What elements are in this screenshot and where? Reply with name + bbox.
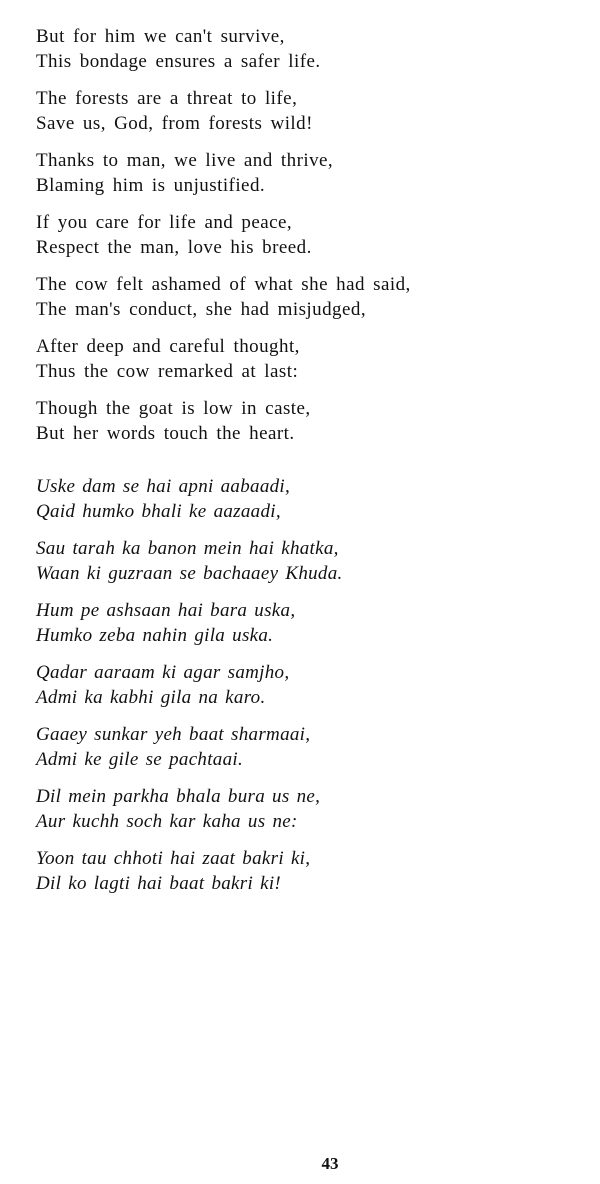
english-stanza-4 — [36, 210, 576, 260]
verse-line: Thus the cow remarked at last: — [36, 361, 299, 382]
verse-line: The man's conduct, she had misjudged, — [36, 299, 367, 320]
roman-stanza-4 — [36, 660, 576, 710]
verse-line: If you care for life and peace, — [36, 212, 293, 233]
english-stanza-5 — [36, 272, 576, 322]
verse-line: After deep and careful thought, — [36, 336, 300, 357]
roman-stanza-7 — [36, 846, 576, 896]
verse-line: Thanks to man, we live and thrive, — [36, 150, 334, 171]
verse-line: Qadar aaraam ki agar samjho, — [36, 662, 290, 683]
english-stanza-1 — [36, 24, 576, 74]
roman-stanza-3 — [36, 598, 576, 648]
roman-stanza-6 — [36, 784, 576, 834]
english-stanza-7 — [36, 396, 576, 446]
verse-line: But her words touch the heart. — [36, 423, 295, 444]
roman-stanza-2 — [36, 536, 576, 586]
verse-line: Respect the man, love his breed. — [36, 237, 312, 258]
page-number: 43 — [321, 1154, 339, 1173]
verse-line: Gaaey sunkar yeh baat sharmaai, — [36, 724, 311, 745]
verse-line: Humko zeba nahin gila uska. — [36, 625, 274, 646]
urdu-transliteration-section — [36, 474, 576, 908]
verse-line: Waan ki guzraan se bachaaey Khuda. — [36, 563, 343, 584]
verse-line: Aur kuchh soch kar kaha us ne: — [36, 811, 298, 832]
english-stanza-6 — [36, 334, 576, 384]
roman-stanza-1 — [36, 474, 576, 524]
verse-line: Dil ko lagti hai baat bakri ki! — [36, 873, 282, 894]
verse-line: The cow felt ashamed of what she had said, — [36, 274, 411, 295]
verse-line: Dil mein parkha bhala bura us ne, — [36, 786, 321, 807]
verse-line: But for him we can't survive, — [36, 26, 285, 47]
english-stanza-2 — [36, 86, 576, 136]
english-stanza-3 — [36, 148, 576, 198]
verse-line: Hum pe ashsaan hai bara uska, — [36, 600, 296, 621]
verse-line: Admi ke gile se pachtaai. — [36, 749, 244, 770]
verse-line: Yoon tau chhoti hai zaat bakri ki, — [36, 848, 311, 869]
verse-line: Admi ka kabhi gila na karo. — [36, 687, 266, 708]
verse-line: Though the goat is low in caste, — [36, 398, 311, 419]
verse-line: Blaming him is unjustified. — [36, 175, 266, 196]
verse-line: This bondage ensures a safer life. — [36, 51, 321, 72]
verse-line: Qaid humko bhali ke aazaadi, — [36, 501, 281, 522]
verse-line: Sau tarah ka banon mein hai khatka, — [36, 538, 339, 559]
roman-stanza-5 — [36, 722, 576, 772]
verse-line: Uske dam se hai apni aabaadi, — [36, 476, 291, 497]
verse-line: Save us, God, from forests wild! — [36, 113, 313, 134]
english-verse-section — [36, 24, 576, 458]
verse-line: The forests are a threat to life, — [36, 88, 298, 109]
